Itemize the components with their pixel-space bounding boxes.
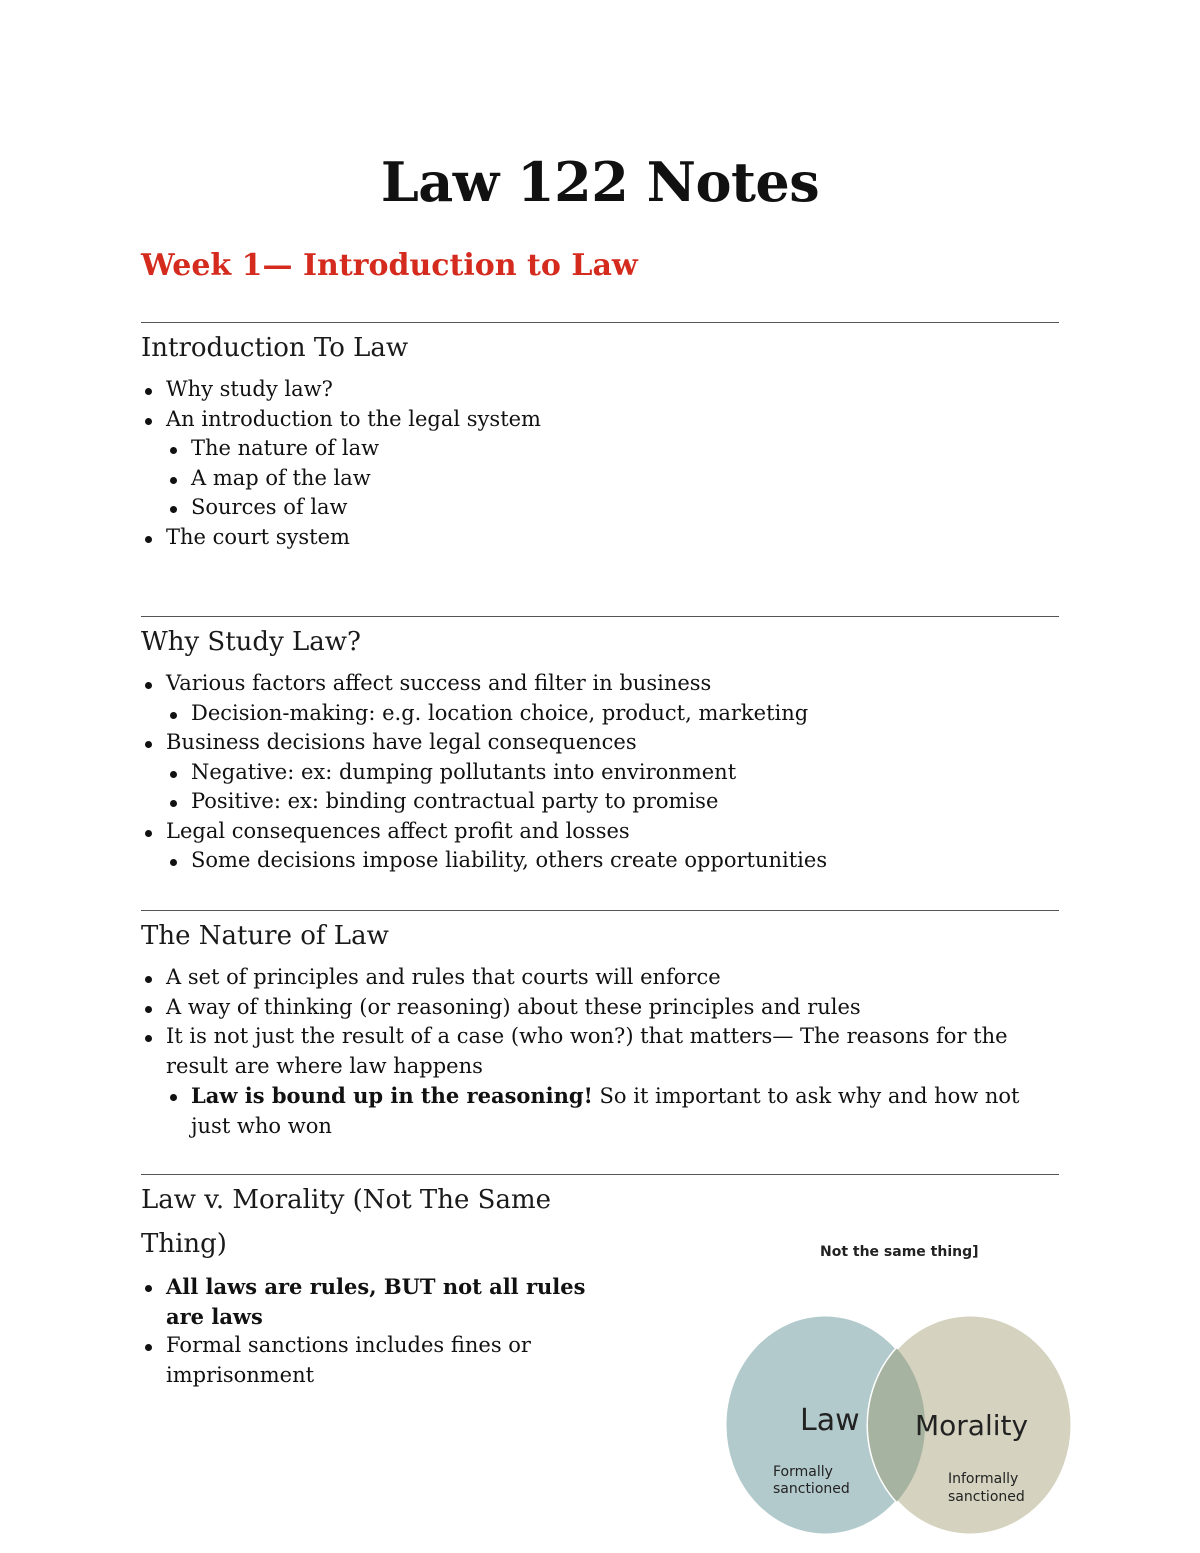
morality-list [141,1272,621,1390]
list-item: Decision-making: e.g. location choice, product, marketing [166,699,827,729]
list-item: A map of the law [166,464,541,494]
section-divider [141,616,1059,617]
list-item: Formal sanctions includes fines or imprisonment [141,1331,621,1390]
list-item-text: Business decisions have legal consequences [166,730,637,754]
venn-left-sub: sanctioned [773,1481,850,1497]
list-item: Some decisions impose liability, others create opportunities [166,846,827,876]
venn-caption: Not the same thing] [820,1244,979,1260]
list-item-text: Legal consequences affect profit and losses [166,818,630,843]
heading-line: Law v. Morality (Not The Same [141,1185,552,1215]
list-item [141,817,827,876]
nature-list [141,963,1059,1141]
emphasis-text: Law is bound up in the reasoning! [191,1083,593,1108]
list-item: Sources of law [166,493,541,523]
list-item [141,1022,1059,1141]
list-item [141,405,541,523]
list-item-text: So it important to ask why and how not just who won [191,1084,1020,1138]
list-item: The court system [141,523,541,553]
sub-list [166,699,827,729]
section-heading-intro: Introduction To Law [141,333,409,363]
section-heading-nature: The Nature of Law [141,921,389,951]
sub-list [166,758,827,817]
venn-left-sub: Formally [773,1464,833,1480]
section-heading-why-study: Why Study Law? [141,627,361,657]
week-heading: Week 1— Introduction to Law [141,248,638,283]
venn-right-sub: sanctioned [948,1489,1025,1505]
venn-right-label: Morality [915,1409,1029,1442]
list-item: Why study law? [141,375,541,405]
sub-list [166,1081,1059,1141]
section-divider [141,910,1059,911]
section-heading-morality [141,1178,551,1266]
section-divider [141,1174,1059,1175]
sub-list [166,846,827,876]
venn-right-sub: Informally [948,1471,1019,1487]
venn-svg [720,1240,1080,1553]
heading-line: Thing) [141,1229,227,1259]
sub-list [166,434,541,523]
list-item-text: Various factors affect success and filter in business [166,671,712,695]
document-title: Law 122 Notes [380,150,820,214]
list-item: Negative: ex: dumping pollutants into environment [166,758,827,788]
list-item: The nature of law [166,434,541,464]
why-study-list [141,669,827,876]
list-item: All laws are rules, BUT not all rules are laws [141,1272,621,1331]
venn-diagram [720,1240,1080,1553]
section-divider [141,322,1059,323]
list-item-text: It is not just the result of a case (who won?) that matters— The reasons for the result are where law happens [166,1024,1008,1078]
list-item: Positive: ex: binding contractual party to promise [166,787,827,817]
list-item [166,1081,1059,1141]
venn-left-label: Law [800,1403,860,1438]
intro-list [141,375,541,552]
list-item: A set of principles and rules that courts will enforce [141,963,1059,993]
list-item: A way of thinking (or reasoning) about these principles and rules [141,993,1059,1023]
list-item [141,669,827,728]
list-item-text: An introduction to the legal system [166,406,541,431]
list-item [141,728,827,817]
